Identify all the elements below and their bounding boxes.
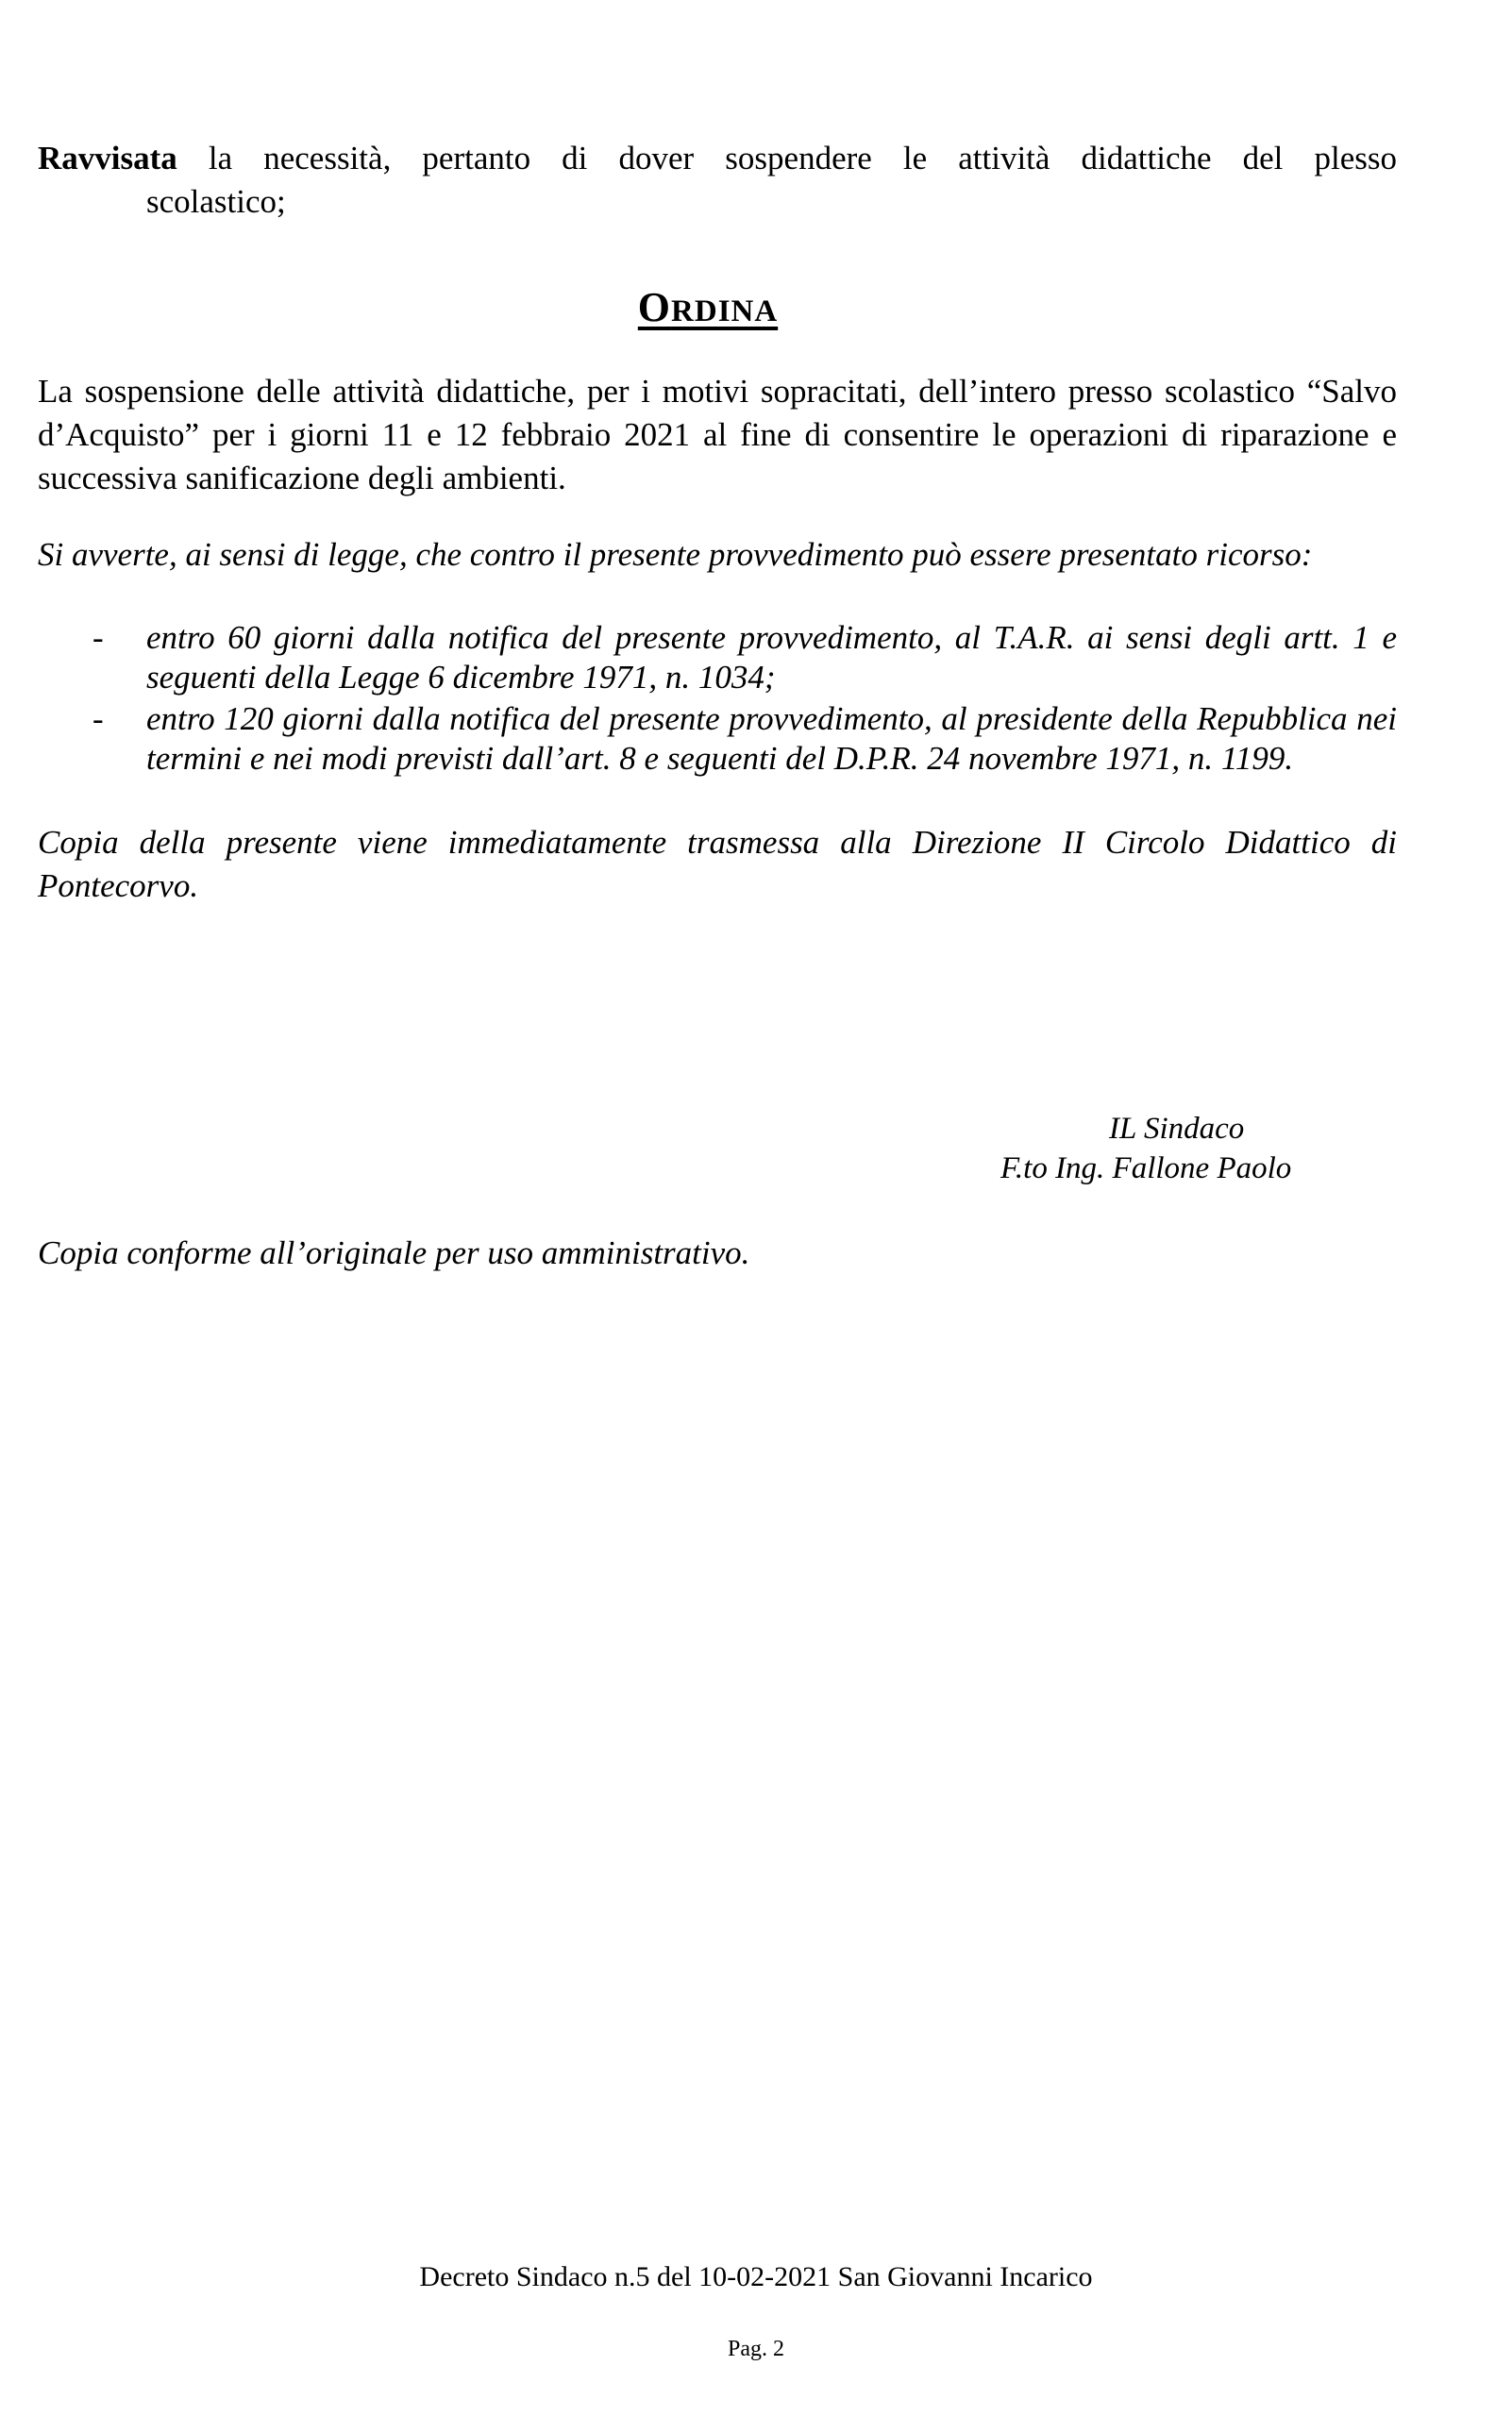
heading-rest: RDINA bbox=[671, 294, 779, 328]
list-item bbox=[38, 699, 1397, 779]
heading-first-letter: O bbox=[637, 284, 672, 330]
ravvisata-bold-word: Ravvisata bbox=[38, 140, 177, 176]
list-item-text: entro 120 giorni dalla notifica del presente provvedimento, al presidente della Repubblica nei termini e nei modi previsti dall’art. 8 e seguenti del D.P.R. 24 novembre 1971, n. 1199. bbox=[146, 700, 1397, 777]
page-number: Pag. 2 bbox=[728, 2337, 784, 2361]
ordina-heading bbox=[0, 283, 1416, 331]
ravvisata-line-2: scolastico; bbox=[146, 183, 286, 220]
signature-role: IL Sindaco bbox=[1109, 1112, 1245, 1146]
avverte-paragraph: Si avverte, ai sensi di legge, che contro il presente provvedimento può essere presentato ricorso: bbox=[38, 536, 1313, 573]
copia-paragraph: Copia della presente viene immediatamente trasmessa alla Direzione II Circolo Didattico di Pontecorvo. bbox=[38, 824, 1397, 904]
conforme-note: Copia conforme all’originale per uso amministrativo. bbox=[38, 1234, 750, 1271]
signature-block bbox=[1000, 1109, 1359, 1188]
list-dash: - bbox=[92, 700, 104, 737]
list-item bbox=[38, 618, 1397, 697]
list-item-text: entro 60 giorni dalla notifica del presente provvedimento, al T.A.R. ai sensi degli artt. 1 e seguenti della Legge 6 dicembre 1971, n. 1034; bbox=[146, 619, 1397, 696]
ravvisata-paragraph bbox=[38, 137, 1397, 224]
page-footer: Decreto Sindaco n.5 del 10-02-2021 San Giovanni Incarico bbox=[419, 2261, 1093, 2292]
ravvisata-line-1 bbox=[38, 137, 1397, 180]
signature-name: F.to Ing. Fallone Paolo bbox=[1000, 1151, 1292, 1185]
ordina-body-paragraph: La sospensione delle attività didattiche, per i motivi sopracitati, dell’intero presso scolastico “Salvo d’Acquisto” per i giorni 11 e 12 febbraio 2021 al fine di consentire le operazioni di riparazione e successiva sanificazione degli ambienti. bbox=[38, 373, 1397, 496]
ravvisata-line-1-text: la necessità, pertanto di dover sospendere le attività didattiche del plesso bbox=[176, 140, 1397, 176]
list-dash: - bbox=[92, 619, 104, 656]
